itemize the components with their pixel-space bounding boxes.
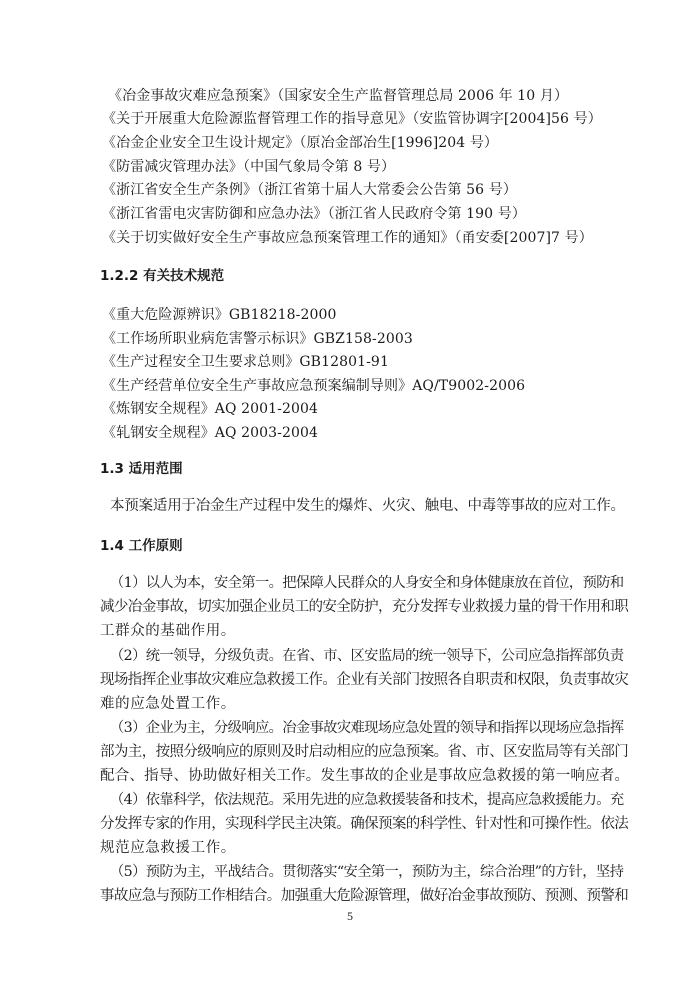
standard-item: 《生产经营单位安全生产事故应急预案编制导则》AQ/T9002-2006	[102, 378, 526, 394]
regulation-item: 《关于开展重大危险源监督管理工作的指导意见》（安监管协调字[2004]56 号）	[102, 111, 602, 127]
principle-line: 事故应急与预防工作相结合。加强重大危险源管理，做好冶金事故预防、预测、预警和	[100, 888, 629, 904]
principle-line: 分发挥专家的作用，实现科学民主决策。确保预案的科学性、针对性和可操作性。依法	[100, 816, 629, 832]
section-heading-1-2-2: 1.2.2 有关技术规范	[100, 268, 225, 284]
principle-line: 工群众的基础作用。	[100, 623, 236, 639]
regulation-item: 《防雷减灾管理办法》（中国气象局令第 8 号）	[102, 159, 396, 175]
standard-item: 《生产过程安全卫生要求总则》GB12801-91	[102, 354, 389, 370]
section-heading-1-4: 1.4 工作原则	[100, 538, 183, 554]
regulation-item: 《冶金企业安全卫生设计规定》（原冶金部冶生[1996]204 号）	[102, 135, 499, 151]
principle-line: 规范应急救援工作。	[100, 840, 236, 856]
scope-text: 本预案适用于冶金生产过程中发生的爆炸、火灾、触电、中毒等事故的应对工作。	[110, 498, 625, 514]
standard-item: 《炼钢安全规程》AQ 2001-2004	[102, 401, 319, 417]
regulation-item: 《关于切实做好安全生产事故应急预案管理工作的通知》（甬安委[2007]7 号）	[102, 230, 593, 246]
principle-line: 部为主，按照分级响应的原则及时启动相应的应急预案。省、市、区安监局等有关部门	[100, 744, 629, 760]
section-heading-1-3: 1.3 适用范围	[100, 461, 183, 477]
page-number: 5	[347, 909, 353, 923]
regulation-item: 《浙江省雷电灾害防御和应急办法》（浙江省人民政府令第 190 号）	[102, 206, 526, 222]
principle-line: 难的应急处置工作。	[100, 696, 236, 712]
standard-item: 《轧钢安全规程》AQ 2003-2004	[102, 425, 319, 441]
principle-line: （3）企业为主，分级响应。冶金事故灾难现场应急处置的领导和指挥以现场应急指挥	[110, 720, 624, 736]
regulation-item: 《冶金事故灾难应急预案》（国家安全生产监督管理总局 2006 年 10 月）	[108, 88, 569, 104]
regulation-item: 《浙江省安全生产条例》（浙江省第十届人大常委会公告第 56 号）	[102, 182, 517, 198]
principle-line: （5）预防为主，平战结合。贯彻落实“安全第一，预防为主，综合治理”的方针，坚持	[110, 864, 624, 880]
principle-line: 减少冶金事故，切实加强企业员工的安全防护，充分发挥专业救援力量的骨干作用和职	[100, 599, 629, 615]
principle-line: 现场指挥企业事故灾难应急救援工作。企业有关部门按照各自职责和权限，负责事故灾	[100, 672, 629, 688]
principle-line: （1）以人为本，安全第一。把保障人民群众的人身安全和身体健康放在首位，预防和	[110, 575, 624, 591]
principle-line: （4）依靠科学，依法规范。采用先进的应急救援装备和技术，提高应急救援能力。充	[110, 792, 624, 808]
principle-line: 配合、指导、协助做好相关工作。发生事故的企业是事故应急救援的第一响应者。	[100, 768, 630, 784]
principle-line: （2）统一领导，分级负责。在省、市、区安监局的统一领导下，公司应急指挥部负责	[110, 648, 624, 664]
standard-item: 《重大危险源辨识》GB18218-2000	[102, 307, 337, 323]
standard-item: 《工作场所职业病危害警示标识》GBZ158-2003	[102, 331, 413, 347]
